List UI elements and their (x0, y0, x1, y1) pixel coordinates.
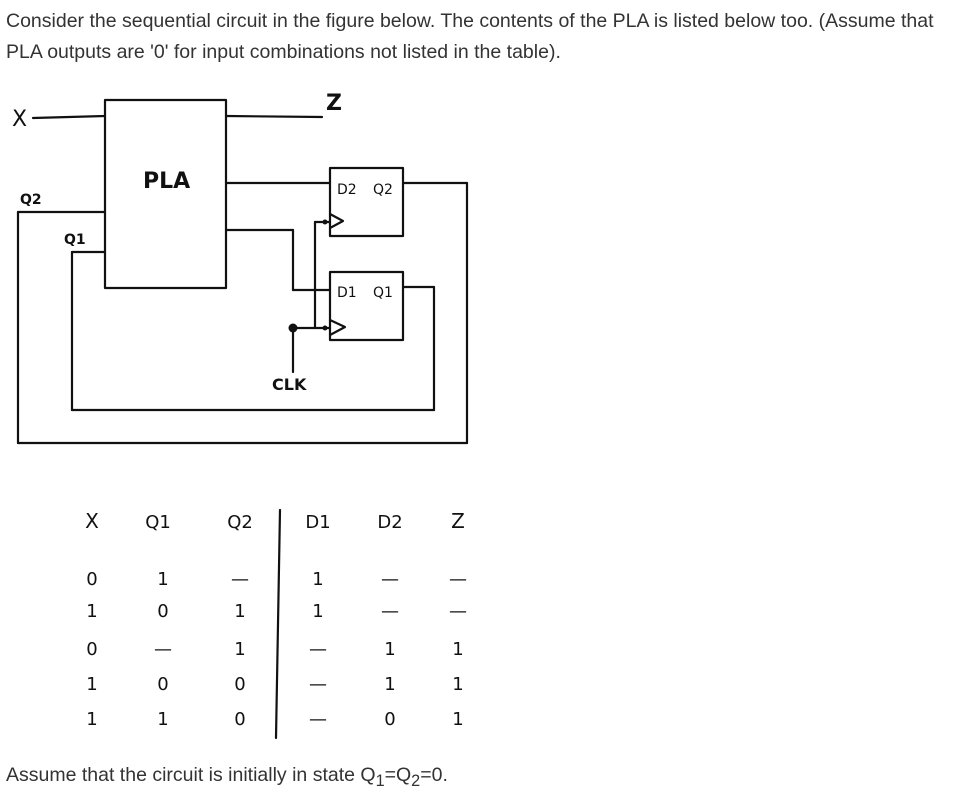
clock-junction (289, 220, 328, 333)
table-cell: 1 (86, 709, 98, 730)
table-cell: 1 (86, 601, 98, 622)
initial-state-sub-2: 2 (411, 771, 421, 790)
table-cell: — (309, 709, 327, 730)
flip-flop-1-q-label: Q1 (373, 285, 393, 301)
input-x-label: X (12, 107, 28, 132)
table-cell: 0 (234, 674, 246, 695)
circuit-labels (12, 91, 393, 394)
table-cell: 1 (157, 569, 169, 590)
table-row (86, 639, 463, 660)
pla-box (105, 100, 226, 288)
table-header-d2: D2 (377, 512, 403, 533)
table-cell: 0 (157, 674, 169, 695)
table-header-d1: D1 (305, 512, 331, 533)
flip-flop-2-d-label: D2 (337, 182, 357, 198)
table-cell: — (381, 601, 399, 622)
table-cell: — (449, 569, 467, 590)
table-row (86, 601, 467, 622)
table-cell: 0 (157, 601, 169, 622)
table-cell: — (381, 569, 399, 590)
flip-flop-2-box (330, 168, 403, 236)
table-cell: — (231, 569, 249, 590)
table-cell: — (309, 639, 327, 660)
flip-flop-1-d-label: D1 (337, 285, 357, 301)
table-cell: 1 (312, 569, 324, 590)
table-cell: 1 (384, 639, 396, 660)
input-q1-label: Q1 (64, 232, 86, 248)
table-header-q2: Q2 (227, 512, 253, 533)
table-row (86, 569, 467, 590)
problem-statement-line-1: Consider the sequential circuit in the figure below. The contents of the PLA is listed below too. (Assume that (6, 10, 934, 32)
table-cell: 0 (86, 569, 98, 590)
initial-state-suffix: =0. (420, 764, 448, 786)
initial-state-sub-1: 1 (375, 771, 385, 790)
table-cell: 1 (86, 674, 98, 695)
table-cell: 1 (234, 639, 246, 660)
input-q2-label: Q2 (20, 192, 42, 208)
table-divider (276, 510, 280, 738)
table-header-x: X (85, 509, 99, 533)
table-cell: — (449, 601, 467, 622)
table-row (86, 709, 463, 730)
table-cell: 1 (384, 674, 396, 695)
initial-state-note (6, 762, 448, 794)
table-cell: 1 (452, 639, 464, 660)
table-cell: — (154, 639, 172, 660)
table-cell: 0 (86, 639, 98, 660)
table-cell: 1 (234, 601, 246, 622)
initial-state-mid: =Q (384, 764, 412, 786)
pla-label: PLA (143, 169, 191, 194)
output-z-label: Z (326, 91, 342, 116)
table-row (86, 674, 463, 695)
table-cell: 1 (312, 601, 324, 622)
table-header-z: Z (451, 509, 465, 533)
initial-state-prefix: Assume that the circuit is initially in state Q (6, 764, 376, 786)
table-cell: 0 (234, 709, 246, 730)
table-cell: 1 (452, 709, 464, 730)
flip-flop-2-q-label: Q2 (373, 182, 393, 198)
problem-statement-line-2: PLA outputs are '0' for input combinations not listed in the table). (6, 41, 561, 63)
table-cell: 1 (452, 674, 464, 695)
table-cell: 0 (384, 709, 396, 730)
table-cell: — (309, 674, 327, 695)
clock-label: CLK (272, 375, 307, 394)
table-header-q1: Q1 (145, 512, 171, 533)
table-cell: 1 (157, 709, 169, 730)
